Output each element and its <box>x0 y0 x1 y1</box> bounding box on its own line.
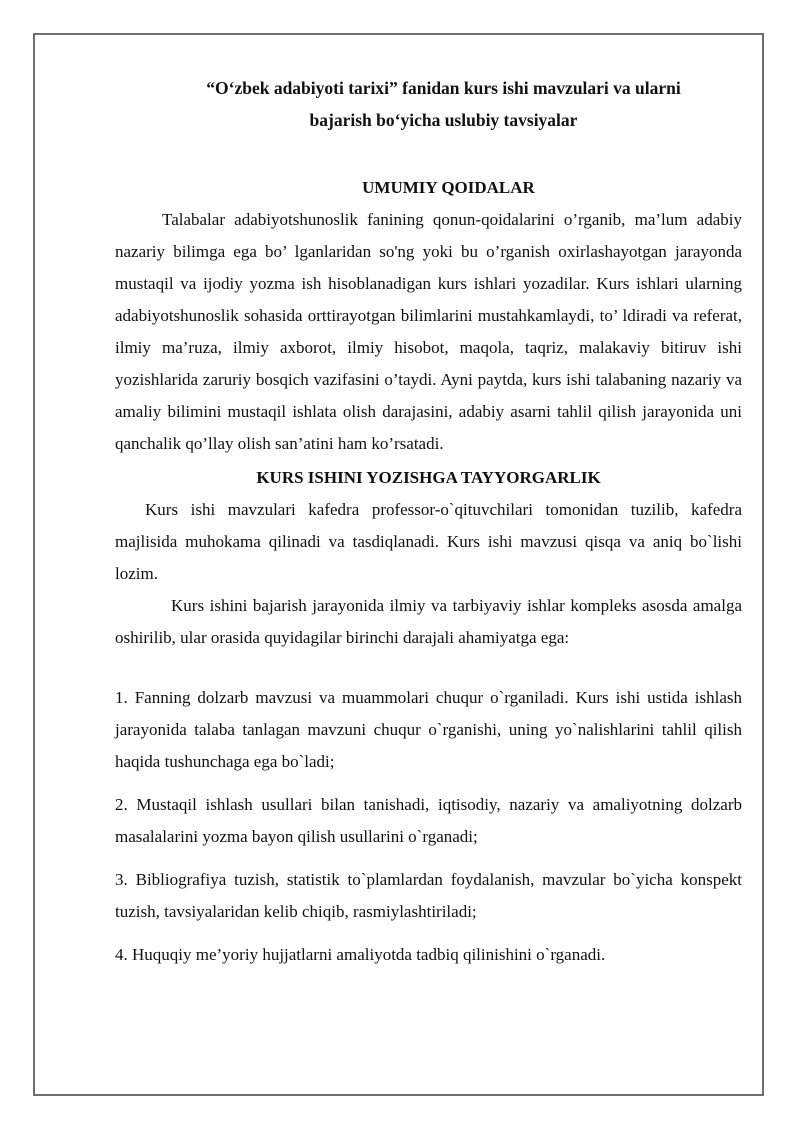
list-item: 3. Bibliografiya tuzish, statistik to`plamlardan foydalanish, mavzular bo`yicha konspekt tuzish, tavsiyalaridan kelib chiqib, rasmiylashtiriladi; <box>115 870 742 921</box>
paragraph-general-rules: Talabalar adabiyotshunoslik fanining qonun-qoidalarini o’rganib, ma’lum adabiy nazariy bilimga ega bo’ lganlaridan so'ng yoki bu o’rganish oxirlashayotgan jarayonda mustaqil va ijodiy yozma ish hisoblanadigan kurs ishlari yozadilar. Kurs ishlari ularning adabiyotshunoslik sohasida orttirayotgan bilimlarini mustahkamlaydi, to’ ldiradi va rеfеrаt, ilmiy ma’ruza, ilmiy axborot, ilmiy hisobot, maqola, taqriz, malakaviy bitiruv ishi yozishlarida zaruriy bosqich vazifasini o’taydi. Ayni paytda, kurs ishi talabaning nazariy va amaliy bilimini mustaqil ishlata olish darajasini, adabiy asarni tahlil qilish jarayonida uni qanchalik qo’llay olish san’atini ham ko’rsatadi. <box>115 210 742 453</box>
document-title-line-1: “O‘zbek adabiyoti tarixi” fanidan kurs ishi mavzulari va ularni <box>206 78 681 98</box>
document-title-line-2: bajarish bo‘yicha uslubiy tavsiyalar <box>309 110 578 130</box>
list-item: 1. Fanning dolzarb mavzusi va muammolari chuqur o`rganiladi. Kurs ishi ustida ishlash jarayonida talaba tanlagan mavzuni chuqur o`rganishi, uning yo`nalishlarini tahlil qilish haqida tushunchaga ega bo`ladi; <box>115 688 742 771</box>
list-item: 4. Huquqiy me’yoriy hujjatlarni amaliyotda tadbiq qilinishini o`rganadi. <box>115 945 606 964</box>
document-title <box>115 72 742 136</box>
paragraph-process: Kurs ishini bajarish jarayonida ilmiy va tarbiyaviy ishlar kompleks asosda amalga oshirilib, ular orasida quyidagilar birinchi darajali ahamiyatga ega: <box>115 596 742 647</box>
numbered-list <box>115 682 742 971</box>
section-heading-preparation: KURS ISHINI YOZISHGA TAYYORGARLIK <box>256 468 601 487</box>
document-body <box>115 72 742 982</box>
paragraph-topics: Kurs ishi mavzulari kafedra professor-o`qituvchilari tomonidan tuzilib, kafedra majlisida muhokama qilinadi va tasdiqlanadi. Kurs ishi mavzusi qisqa va aniq bo`lishi lozim. <box>115 500 742 583</box>
section-heading-general-rules: UMUMIY QOIDALAR <box>362 178 535 197</box>
list-item: 2. Mustaqil ishlash usullari bilan tanishadi, iqtisodiy, nazariy va amaliyotning dolzarb masalalarini yozma bayon qilish usullarini o`rganadi; <box>115 795 742 846</box>
